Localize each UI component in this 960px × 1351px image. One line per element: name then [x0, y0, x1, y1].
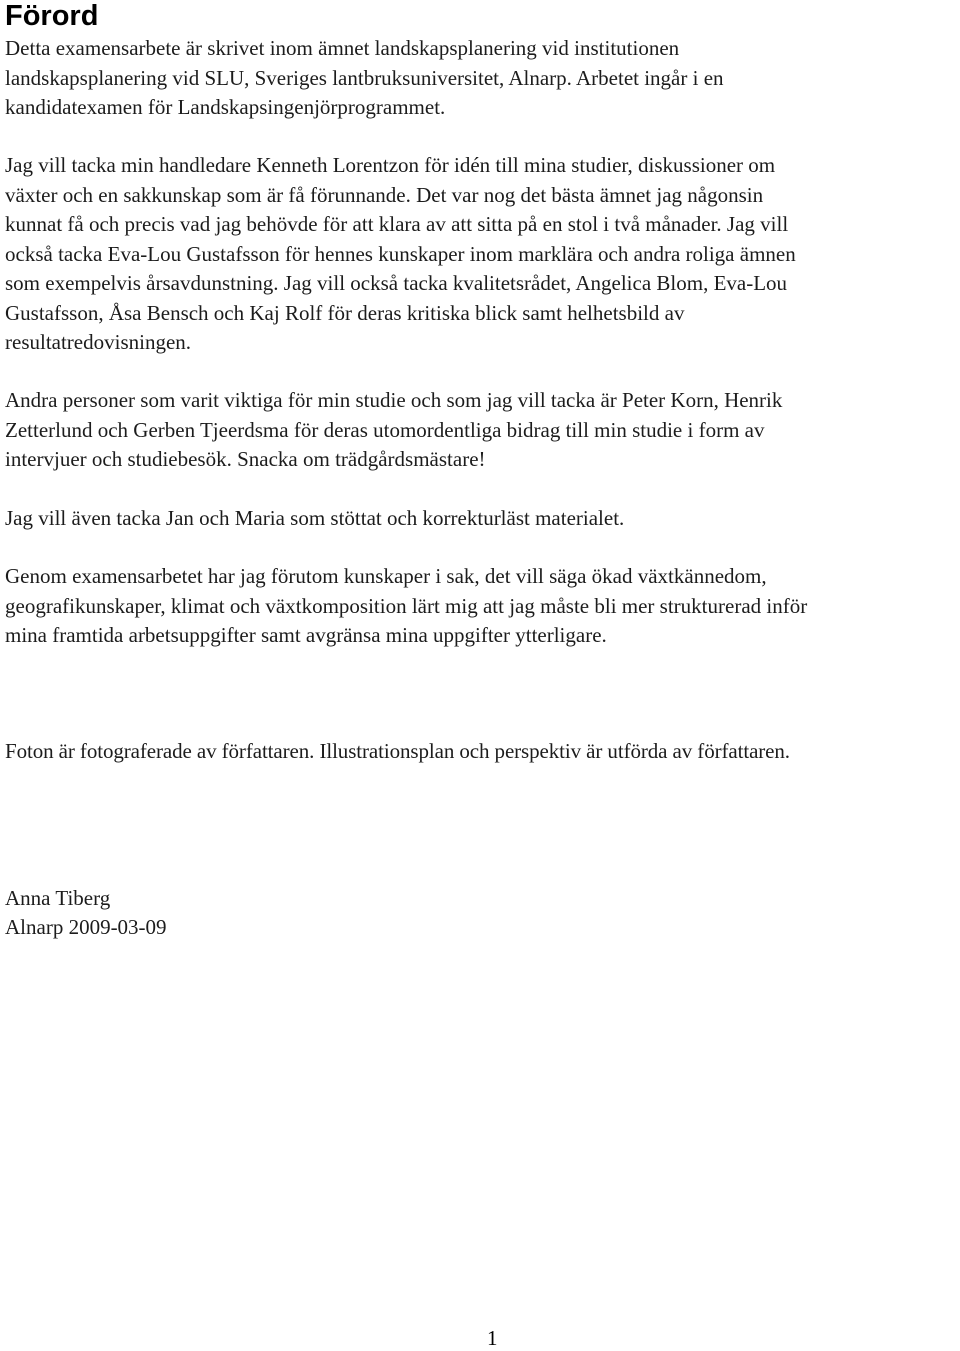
text-line: intervjuer och studiebesök. Snacka om trädgårdsmästare! — [5, 447, 486, 471]
text-line: landskapsplanering vid SLU, Sveriges lantbruksuniversitet, Alnarp. Arbetet ingår i en — [5, 65, 724, 90]
text-line: växter och en sakkunskap som är få förunnande. Det var nog det bästa ämnet jag någonsin — [5, 182, 764, 207]
paragraph-photo-credits — [5, 737, 960, 767]
text-line: mina framtida arbetsuppgifter samt avgränsa mina uppgifter ytterligare. — [5, 623, 607, 647]
text-line: kunnat få och precis vad jag behövde för att klara av att sitta på en stol i två månader. Jag vill — [5, 212, 789, 236]
paragraph-learnings — [5, 562, 960, 651]
text-line: Detta examensarbete är skrivet inom ämnet landskapsplanering vid institutionen — [5, 36, 680, 60]
text-line: Gustafsson, Åsa Bensch och Kaj Rolf för deras kritiska blick samt helhetsbild av — [5, 300, 685, 325]
signature-block — [5, 884, 167, 941]
page-title: Förord — [5, 0, 99, 32]
paragraph-intro — [5, 34, 960, 123]
text-line: Zetterlund och Gerben Tjeerdsma för deras utomordentliga bidrag till min studie i form av — [5, 417, 765, 442]
text-line: Jag vill även tacka Jan och Maria som stöttat och korrekturläst materialet. — [5, 506, 625, 530]
text-line: Foton är fotograferade av författaren. Illustrationsplan och perspektiv är utförda av författaren. — [5, 739, 790, 763]
text-line: resultatredovisningen. — [5, 330, 192, 354]
author-name: Anna Tiberg — [5, 886, 111, 910]
text-line: Jag vill tacka min handledare Kenneth Lorentzon för idén till mina studier, diskussioner om — [5, 153, 776, 177]
page-number: 1 — [487, 1326, 498, 1350]
paragraph-acknowledgements — [5, 151, 960, 358]
text-line: också tacka Eva-Lou Gustafsson för hennes kunskaper inom marklära och andra roliga ämnen — [5, 241, 796, 266]
text-line: kandidatexamen för Landskapsingenjörprogrammet. — [5, 95, 446, 119]
text-line: geografikunskaper, klimat och växtkomposition lärt mig att jag måste bli mer strukturerad inför — [5, 593, 808, 618]
text-line: som exempelvis årsavdunstning. Jag vill också tacka kvalitetsrådet, Angelica Blom, Eva-Lou — [5, 271, 788, 295]
paragraph-thanks-jan-maria — [5, 504, 960, 534]
paragraph-other-people — [5, 386, 960, 475]
text-line: Andra personer som varit viktiga för min studie och som jag vill tacka är Peter Korn, Henrik — [5, 388, 783, 412]
place-date: Alnarp 2009-03-09 — [5, 914, 167, 939]
text-line: Genom examensarbetet har jag förutom kunskaper i sak, det vill säga ökad växtkännedom, — [5, 564, 767, 588]
